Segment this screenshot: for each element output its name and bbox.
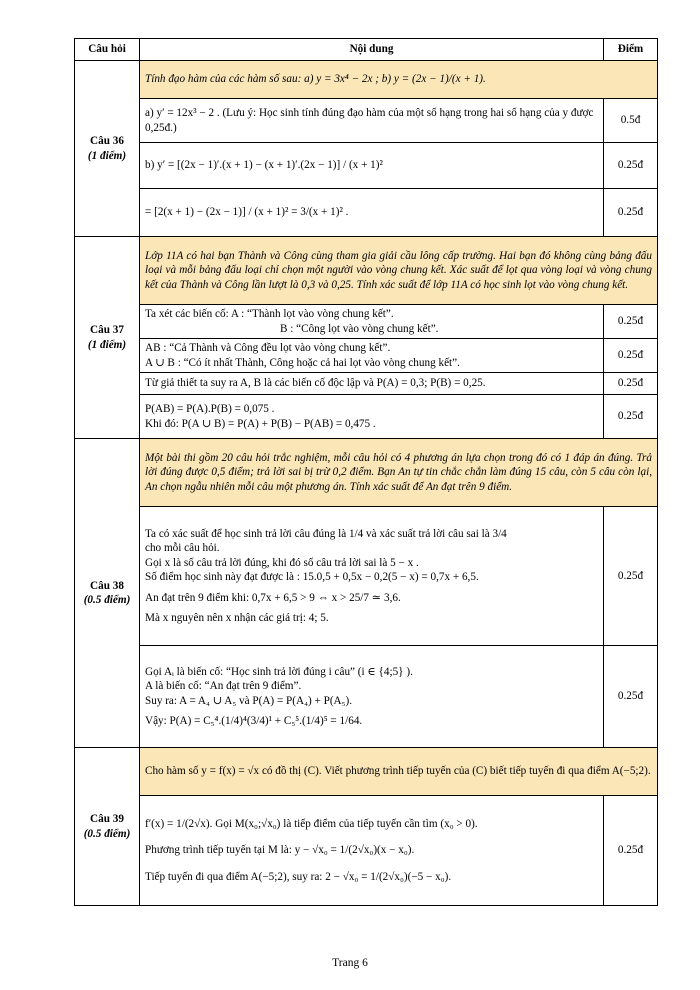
q36-row1-content: a) y′ = 12x³ − 2 . (Lưu ý: Học sinh tính đúng đạo hàm của một số hạng trong hai số hạng của y được 0,25đ.) [140, 99, 604, 143]
q37-row4-line2: Khi đó: P(A ∪ B) = P(A) + P(B) − P(AB) = 0,475 . [145, 417, 376, 430]
q36-label: Câu 36 [90, 134, 124, 147]
q38-row1-line3: Gọi x là số câu trả lời đúng, khi đó số câu trả lời sai là 5 − x . [145, 556, 419, 569]
q37-label-cell [75, 237, 140, 439]
q37-row4-score: 0.25đ [604, 395, 658, 439]
table-row [75, 646, 658, 748]
header-question: Câu hỏi [75, 39, 140, 61]
q36-prompt-row [75, 61, 658, 99]
q36-row2-score: 0.25đ [604, 143, 658, 189]
q38-row1-line5: An đạt trên 9 điểm khi: 0,7x + 6,5 > 9 ⇔ x > 25/7 ≃ 3,6. [145, 591, 401, 604]
q37-row1-content [140, 305, 604, 339]
q37-row4-content [140, 395, 604, 439]
q38-label-cell [75, 439, 140, 748]
table-row [75, 507, 658, 646]
table-row [75, 99, 658, 143]
q39-row1-line2: Phương trình tiếp tuyến tại M là: y − √x₀ = 1/(2√x₀)(x − x₀). [145, 844, 415, 857]
table-header [75, 39, 658, 61]
q38-row1-line4: Số điểm học sinh này đạt được là : 15.0,5 + 0,5x − 0,2(5 − x) = 0,7x + 6,5. [145, 571, 479, 584]
q38-row2-score: 0.25đ [604, 646, 658, 748]
table-row [75, 339, 658, 373]
q39-label: Câu 39 [90, 813, 124, 826]
q36-points: (1 điểm) [87, 149, 127, 162]
q39-row1-content [140, 796, 604, 906]
page-number: Trang 6 [332, 957, 368, 969]
q38-prompt: Một bài thi gồm 20 câu hỏi trắc nghiệm, mỗi câu hỏi có 4 phương án lựa chọn trong đó có 1 đáp án đúng. Trả lời đúng được 0,5 điểm; trả lời sai bị trừ 0,2 điểm. Bạn An tự tin chắc chắn làm đúng 15 câu, còn 5 câu còn lại, An chọn ngẫu nhiên mỗi câu một phương án. Tính xác suất để An đạt trên 9 điểm. [140, 439, 658, 507]
q38-row2-line3: Suy ra: A = A₄ ∪ A₅ và P(A) = P(A₄) + P(A₅). [145, 694, 353, 707]
q37-row3-score: 0.25đ [604, 373, 658, 395]
q39-row1-line1: f′(x) = 1/(2√x). Gọi M(x₀;√x₀) là tiếp điểm của tiếp tuyến cần tìm (x₀ > 0). [145, 817, 478, 830]
header-points: Điểm [604, 39, 658, 61]
q36-row3-content: = [2(x + 1) − (2x − 1)] / (x + 1)² = 3/(x + 1)² . [140, 189, 604, 237]
grading-table [74, 38, 658, 906]
q36-prompt: Tính đạo hàm của các hàm số sau: a) y = 3x⁴ − 2x ; b) y = (2x − 1)/(x + 1). [140, 61, 658, 99]
q38-row1-line2: cho mỗi câu hỏi. [145, 542, 220, 555]
q39-points: (0.5 điểm) [83, 827, 131, 840]
q38-row2-line4: Vậy: P(A) = C₅⁴.(1/4)⁴(3/4)¹ + C₅⁵.(1/4)⁵ = 1/64. [145, 715, 363, 728]
q38-points: (0.5 điểm) [83, 594, 131, 607]
q39-prompt-row [75, 748, 658, 796]
q39-row1-score: 0.25đ [604, 796, 658, 906]
q36-row2-content: b) y′ = [(2x − 1)′.(x + 1) − (x + 1)′.(2x − 1)] / (x + 1)² [140, 143, 604, 189]
q38-label: Câu 38 [90, 579, 124, 592]
table-row [75, 143, 658, 189]
table-row [75, 305, 658, 339]
q37-row3-content: Từ giả thiết ta suy ra A, B là các biến cố độc lập và P(A) = 0,3; P(B) = 0,25. [140, 373, 604, 395]
table-row [75, 373, 658, 395]
table-row [75, 395, 658, 439]
q38-row2-line1: Gọi Aᵢ là biến cố: “Học sinh trả lời đúng i câu” (i ∈ {4;5} ). [145, 665, 413, 678]
q37-row2-line1: AB : “Cả Thành và Công đều lọt vào vòng chung kết”. [145, 342, 391, 355]
q37-row1-line1: Ta xét các biến cố: A : “Thành lọt vào vòng chung kết”. [145, 308, 394, 320]
q37-row2-content [140, 339, 604, 373]
q37-points: (1 điểm) [87, 338, 127, 351]
q39-label-cell [75, 748, 140, 906]
q36-row3-score: 0.25đ [604, 189, 658, 237]
q38-prompt-row [75, 439, 658, 507]
q37-row4-line1: P(AB) = P(A).P(B) = 0,075 . [145, 403, 275, 416]
q37-prompt: Lớp 11A có hai bạn Thành và Công cùng tham gia giải cầu lông cấp trường. Hai bạn đó không cùng bảng đấu loại và mỗi bảng đấu loại chỉ chọn một người vào vòng chung kết. Xác suất để lọt qua vòng loại và vòng chung kết của Thành và Công lần lượt là 0,3 và 0,25. Tính xác suất để lớp 11A có học sinh lọt vào vòng chung kết. [140, 237, 658, 305]
q36-row1-score: 0.5đ [604, 99, 658, 143]
q36-label-cell [75, 61, 140, 237]
q38-row1-content [140, 507, 604, 646]
q37-row1-score: 0.25đ [604, 305, 658, 339]
q37-row2-line2: A ∪ B : “Có ít nhất Thành, Công hoặc cả hai lọt vào vòng chung kết”. [145, 356, 460, 369]
q38-row1-line6: Mà x nguyên nên x nhận các giá trị: 4; 5. [145, 612, 329, 625]
header-content: Nội dung [140, 39, 604, 61]
q39-row1-line3: Tiếp tuyến đi qua điểm A(−5;2), suy ra: 2 − √x₀ = 1/(2√x₀)(−5 − x₀). [145, 871, 452, 884]
q38-row2-content [140, 646, 604, 748]
q38-row1-score: 0.25đ [604, 507, 658, 646]
table-row [75, 796, 658, 906]
q37-row2-score: 0.25đ [604, 339, 658, 373]
q38-row1-line1: Ta có xác suất để học sinh trả lời câu đúng là 1/4 và xác suất trả lời câu sai là 3/4 [145, 527, 507, 540]
q38-row2-line2: A là biến cố: “An đạt trên 9 điểm”. [145, 680, 302, 693]
q37-row1-line2: B : “Công lọt vào vòng chung kết”. [280, 322, 439, 335]
table-row [75, 189, 658, 237]
q39-prompt: Cho hàm số y = f(x) = √x có đồ thị (C). Viết phương trình tiếp tuyến của (C) biết tiếp tuyến đi qua điểm A(−5;2). [140, 748, 658, 796]
q37-prompt-row [75, 237, 658, 305]
q37-label: Câu 37 [90, 324, 124, 337]
